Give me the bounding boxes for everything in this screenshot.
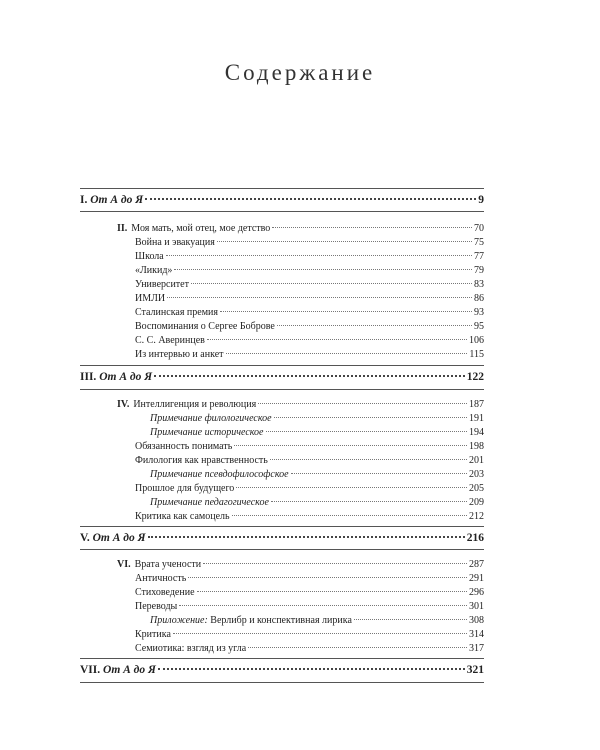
- toc-entry[interactable]: [135, 250, 484, 264]
- entry-label: Сталинская премия: [135, 307, 219, 318]
- dot-leader: [354, 619, 467, 620]
- entry-label: Стиховедение: [135, 587, 195, 598]
- dot-leader: [166, 255, 472, 256]
- divider: [80, 526, 484, 527]
- entry-label: Филология как нравственность: [135, 455, 268, 466]
- toc-part-5[interactable]: [80, 531, 484, 545]
- entry-prefix: Приложение:: [150, 615, 208, 626]
- page-number: 291: [469, 573, 484, 584]
- entry-label: Интеллигенция и революция: [133, 399, 257, 410]
- page-number: 203: [469, 469, 484, 480]
- page-number: 79: [474, 265, 484, 276]
- entry-label: Семиотика: взгляд из угла: [135, 643, 247, 654]
- page-number: 75: [474, 237, 484, 248]
- entry-label: Примечание псевдофилософское: [150, 469, 289, 480]
- toc-entry[interactable]: [135, 334, 484, 348]
- part-number: V.: [80, 532, 90, 544]
- dot-leader: [270, 459, 467, 460]
- toc-entry[interactable]: [135, 292, 484, 306]
- page-number: 198: [469, 441, 484, 452]
- dot-leader: [179, 605, 467, 606]
- divider: [80, 682, 484, 683]
- page-number: 115: [469, 349, 484, 360]
- page-number: 77: [474, 251, 484, 262]
- toc-entry[interactable]: [135, 306, 484, 320]
- part-number: III.: [80, 371, 97, 383]
- entry-label: Врата учености: [134, 559, 202, 570]
- toc-entry[interactable]: [135, 264, 484, 278]
- page-number: 321: [466, 664, 484, 676]
- page-number: 70: [474, 223, 484, 234]
- dot-leader: [291, 473, 467, 474]
- dot-leader: [232, 515, 467, 516]
- part-title: От А до Я: [103, 664, 156, 676]
- part-number: IV.: [117, 399, 130, 410]
- part-title: От А до Я: [90, 194, 144, 206]
- divider: [80, 658, 484, 659]
- toc-entry[interactable]: [117, 558, 484, 572]
- dot-leader: [258, 403, 467, 404]
- dot-leader: [145, 198, 476, 200]
- part-number: II.: [117, 223, 128, 234]
- divider: [80, 549, 484, 550]
- dot-leader: [277, 325, 472, 326]
- entry-label: Критика: [135, 629, 171, 640]
- page-number: 106: [469, 335, 484, 346]
- toc-entry[interactable]: [135, 278, 484, 292]
- toc-entry[interactable]: [135, 510, 484, 524]
- page-number: 317: [469, 643, 484, 654]
- toc-entry[interactable]: [135, 454, 484, 468]
- page-number: 314: [469, 629, 484, 640]
- dot-leader: [158, 668, 465, 670]
- toc-entry[interactable]: [135, 440, 484, 454]
- toc-entry[interactable]: [150, 614, 484, 628]
- dot-leader: [148, 536, 465, 538]
- toc-entry[interactable]: [135, 236, 484, 250]
- entry-label: Примечание педагогическое: [150, 497, 269, 508]
- dot-leader: [188, 577, 467, 578]
- dot-leader: [226, 353, 468, 354]
- page-number: 296: [469, 587, 484, 598]
- entry-label: Из интервью и анкет: [135, 349, 224, 360]
- page-number: 122: [466, 371, 484, 383]
- page-number: 194: [469, 427, 484, 438]
- entry-label: Обязанность понимать: [135, 441, 233, 452]
- part-title: От А до Я: [92, 532, 146, 544]
- entry-label: Примечание филологическое: [150, 413, 272, 424]
- page-number: 301: [469, 601, 484, 612]
- divider: [80, 365, 484, 366]
- entry-label: Верлибр и конспективная лирика: [210, 615, 352, 626]
- toc-part-3[interactable]: [80, 370, 484, 384]
- dot-leader: [197, 591, 467, 592]
- dot-leader: [207, 339, 467, 340]
- part-number: VII.: [80, 664, 101, 676]
- toc-entry[interactable]: [135, 628, 484, 642]
- dot-leader: [272, 227, 472, 228]
- dot-leader: [203, 563, 467, 564]
- dot-leader: [271, 501, 467, 502]
- toc-entry[interactable]: [150, 468, 484, 482]
- dot-leader: [266, 431, 468, 432]
- toc-entry[interactable]: [117, 222, 484, 236]
- page-number: 287: [469, 559, 484, 570]
- entry-label: С. С. Аверинцев: [135, 335, 205, 346]
- dot-leader: [236, 487, 467, 488]
- toc-entry[interactable]: [150, 412, 484, 426]
- entry-label: Война и эвакуация: [135, 237, 215, 248]
- entry-label: Критика как самоцель: [135, 511, 230, 522]
- part-number: VI.: [117, 559, 131, 570]
- entry-label: Университет: [135, 279, 189, 290]
- page-number: 209: [469, 497, 484, 508]
- part-title: От А до Я: [99, 371, 153, 383]
- page-number: 308: [469, 615, 484, 626]
- page-number: 95: [474, 321, 484, 332]
- toc-entry[interactable]: [135, 586, 484, 600]
- entry-label: Прошлое для будущего: [135, 483, 235, 494]
- toc-entry[interactable]: [135, 482, 484, 496]
- toc-part-7[interactable]: [80, 663, 484, 677]
- divider: [80, 188, 484, 189]
- page-number: 93: [474, 307, 484, 318]
- page-title: Содержание: [224, 60, 376, 85]
- page-number: 83: [474, 279, 484, 290]
- dot-leader: [174, 269, 472, 270]
- toc-entry[interactable]: [150, 496, 484, 510]
- dot-leader: [167, 297, 472, 298]
- dot-leader: [217, 241, 472, 242]
- divider: [80, 389, 484, 390]
- entry-label: Моя мать, мой отец, мое детство: [131, 223, 271, 234]
- toc-entry[interactable]: [135, 642, 484, 656]
- page-number: 216: [466, 532, 484, 544]
- page-number: 201: [469, 455, 484, 466]
- toc-entry[interactable]: [150, 426, 484, 440]
- page-number: 191: [469, 413, 484, 424]
- entry-label: ИМЛИ: [135, 293, 166, 304]
- toc-entry[interactable]: [135, 600, 484, 614]
- dot-leader: [191, 283, 472, 284]
- dot-leader: [173, 633, 467, 634]
- dot-leader: [220, 311, 472, 312]
- toc-entry[interactable]: [135, 348, 484, 362]
- page-number: 212: [469, 511, 484, 522]
- toc-part-1[interactable]: [80, 193, 484, 207]
- entry-label: Школа: [135, 251, 164, 262]
- entry-label: Переводы: [135, 601, 178, 612]
- page-number: 9: [478, 194, 484, 206]
- divider: [80, 211, 484, 212]
- part-number: I.: [80, 194, 88, 206]
- page-number: 86: [474, 293, 484, 304]
- entry-label: Воспоминания о Сергее Боброве: [135, 321, 275, 332]
- entry-label: Античность: [135, 573, 187, 584]
- dot-leader: [234, 445, 467, 446]
- dot-leader: [274, 417, 467, 418]
- toc-entry[interactable]: [135, 320, 484, 334]
- dot-leader: [154, 375, 465, 377]
- page-number: 205: [469, 483, 484, 494]
- entry-label: «Ликид»: [135, 265, 173, 276]
- page-number: 187: [469, 399, 484, 410]
- dot-leader: [248, 647, 467, 648]
- toc-entry[interactable]: [117, 398, 484, 412]
- toc-entry[interactable]: [135, 572, 484, 586]
- entry-label: Примечание историческое: [150, 427, 264, 438]
